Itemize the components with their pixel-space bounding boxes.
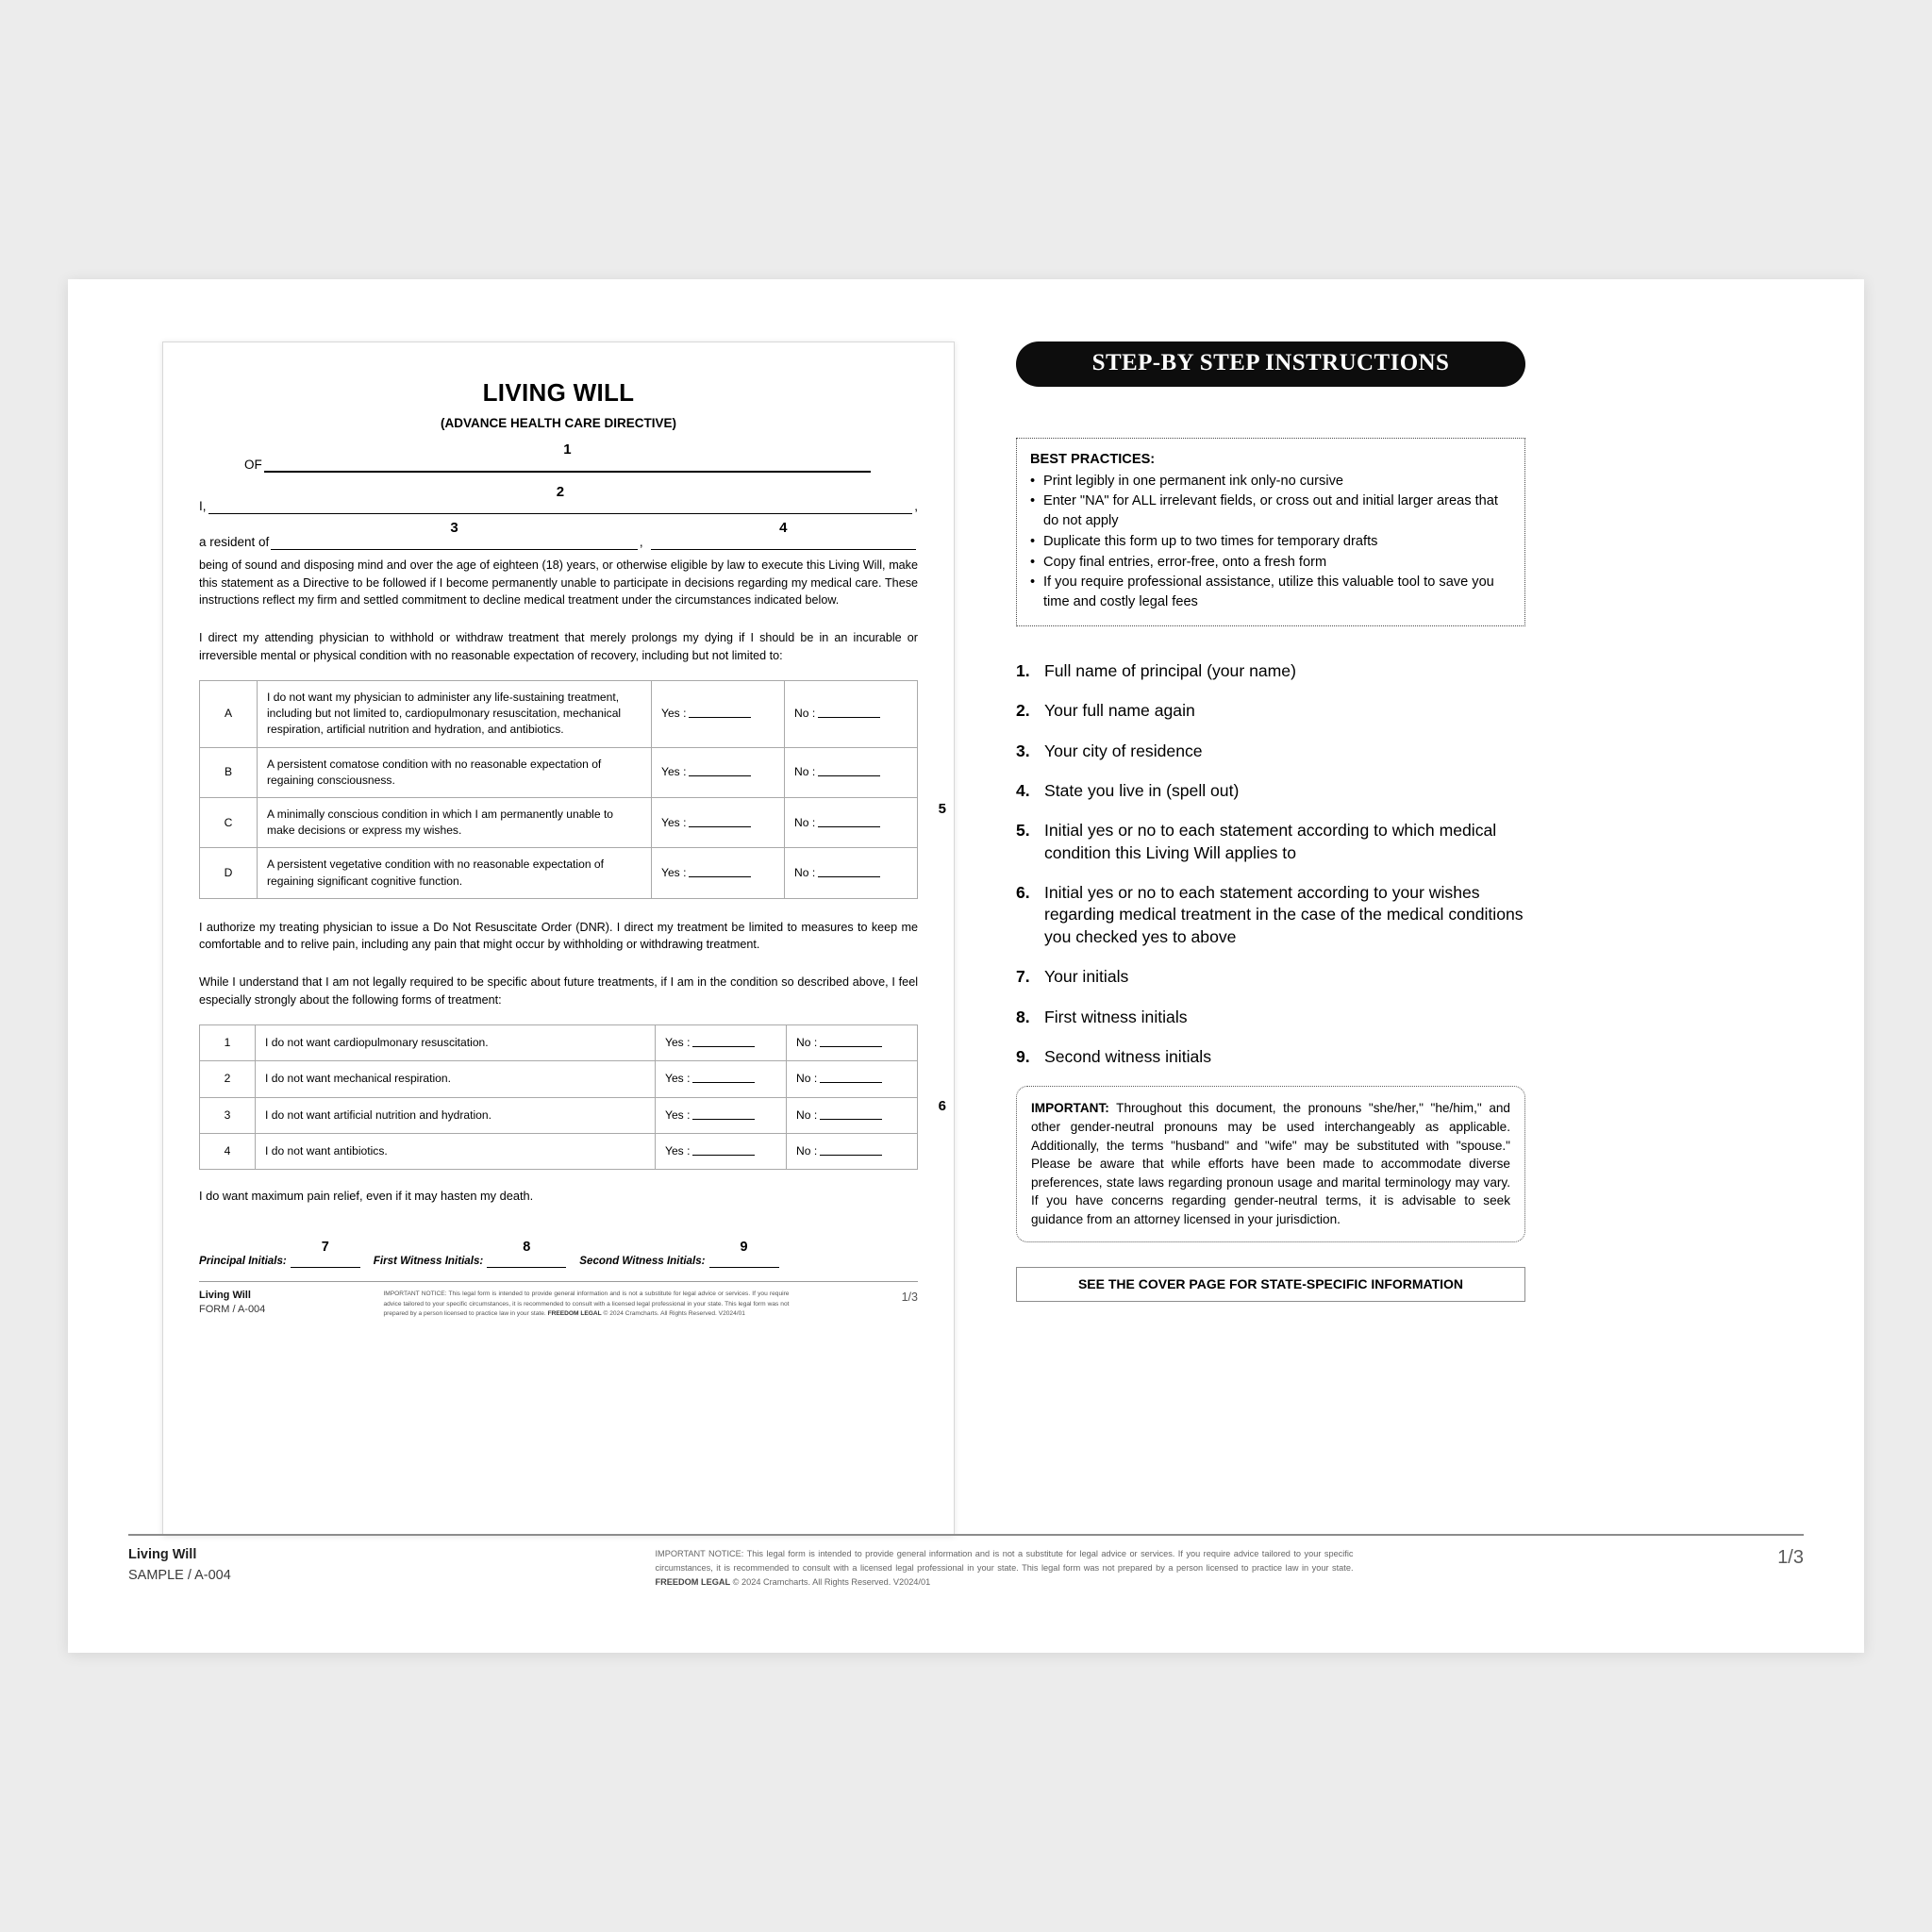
yes-cell[interactable] — [656, 1025, 787, 1061]
no-blank[interactable] — [820, 1036, 882, 1047]
cover-page-note: SEE THE COVER PAGE FOR STATE-SPECIFIC INFORMATION — [1016, 1267, 1525, 1302]
row-key: A — [200, 681, 258, 748]
initials-row — [199, 1240, 918, 1268]
no-cell[interactable] — [787, 1025, 918, 1061]
field-number-3: 3 — [450, 520, 458, 536]
table-row — [200, 1061, 918, 1097]
step-number: 2. — [1016, 701, 1030, 721]
field-number-1: 1 — [563, 441, 572, 458]
yes-cell[interactable] — [652, 848, 785, 898]
paragraph-declaration: being of sound and disposing mind and over the age of eighteen (18) years, or otherwise eligible by law to execute this Living Will, make this statement as a Directive to be followed if I become permanently unable to participate in decisions regarding my medical care. These instructions reflect my firm and settled commitment to decline medical treatment under the circumstances indicated below. — [199, 558, 918, 608]
row-text: I do not want cardiopulmonary resuscitation. — [256, 1025, 656, 1061]
no-blank[interactable] — [820, 1144, 882, 1156]
no-label: No : — [796, 1143, 818, 1158]
principal-initials-field[interactable] — [291, 1240, 360, 1268]
no-blank[interactable] — [818, 765, 880, 776]
step-text: Initial yes or no to each statement according to which medical condition this Living Will applies to — [1044, 821, 1497, 862]
yes-label: Yes : — [665, 1143, 691, 1158]
form-footer-brand: FREEDOM LEGAL — [547, 1310, 602, 1318]
table-row — [200, 1025, 918, 1061]
sheet-footer-name: Living Will — [128, 1547, 197, 1562]
sheet-footer-code: SAMPLE / A-004 — [128, 1567, 231, 1583]
no-blank[interactable] — [818, 866, 880, 877]
row-key: C — [200, 797, 258, 847]
step-number: 8. — [1016, 1007, 1030, 1026]
yes-label: Yes : — [665, 1036, 691, 1050]
list-item: • Print legibly in one permanent ink only-no cursive — [1030, 472, 1511, 491]
field-row-i — [199, 484, 918, 514]
row-text: A persistent vegetative condition with no reasonable expectation of regaining significant cognitive function. — [258, 848, 652, 898]
row-text: I do not want artificial nutrition and hydration. — [256, 1097, 656, 1133]
field-row-resident — [199, 520, 918, 550]
important-label: IMPORTANT: — [1031, 1101, 1109, 1116]
second-witness-initials-label: Second Witness Initials: — [579, 1254, 706, 1267]
no-cell[interactable] — [785, 797, 918, 847]
sheet-footer — [128, 1534, 1804, 1590]
form-title: LIVING WILL — [482, 378, 635, 407]
paragraph-specific-treatments: While I understand that I am not legally required to be specific about future treatments, if I am in the condition so described above, I feel especially strongly about the following forms of treatment: — [199, 974, 918, 1007]
yes-blank[interactable] — [689, 866, 751, 877]
field-number-2: 2 — [556, 484, 565, 500]
step-marker-7: 7 — [321, 1240, 329, 1256]
principal-initials-block — [199, 1240, 360, 1268]
step-marker-9: 9 — [740, 1240, 748, 1256]
step-text: Your city of residence — [1044, 741, 1203, 760]
no-cell[interactable] — [787, 1097, 918, 1133]
form-footer-page-number: 1/3 — [901, 1290, 918, 1304]
list-item — [1016, 1007, 1525, 1028]
principal-initials-label: Principal Initials: — [199, 1254, 287, 1267]
step-text: Second witness initials — [1044, 1047, 1212, 1067]
no-blank[interactable] — [820, 1108, 882, 1120]
row-text: I do not want antibiotics. — [256, 1133, 656, 1169]
list-item: • If you require professional assistance, utilize this valuable tool to save you time and costly legal fees — [1030, 573, 1511, 611]
no-label: No : — [794, 707, 816, 721]
step-number: 5. — [1016, 821, 1030, 841]
no-label: No : — [794, 765, 816, 779]
principal-name-field[interactable] — [264, 441, 871, 473]
list-item — [1016, 820, 1525, 864]
form-subtitle: (ADVANCE HEALTH CARE DIRECTIVE) — [440, 416, 676, 430]
form-footer-code: FORM / A-004 — [199, 1304, 266, 1316]
step-number: 9. — [1016, 1047, 1030, 1067]
instructions-banner: STEP-BY STEP INSTRUCTIONS — [1016, 341, 1525, 387]
list-item — [1016, 882, 1525, 948]
yes-blank[interactable] — [689, 765, 751, 776]
state-field[interactable] — [651, 520, 916, 550]
treatments-table — [199, 1024, 918, 1170]
sheet-footer-notice-part1: IMPORTANT NOTICE: This legal form is intended to provide general information and is not a substitute for legal advice or services. If you require advice tailored to your specific circumstances, it is recommended to consult with a licensed legal professional in your state. This legal form was not prepared by a person licensed to practice law in your state. — [655, 1549, 1354, 1573]
form-footer-notice-part2: © 2024 Cramcharts. All Rights Reserved. V2024/01 — [601, 1310, 745, 1318]
list-item: • Enter "NA" for ALL irrelevant fields, or cross out and initial larger areas that do not apply — [1030, 491, 1511, 530]
row-text: A persistent comatose condition with no reasonable expectation of regaining consciousness. — [258, 747, 652, 797]
table-row — [200, 1133, 918, 1169]
yes-blank[interactable] — [689, 707, 751, 718]
list-item — [1016, 660, 1525, 682]
form-footer-name: Living Will — [199, 1289, 251, 1301]
form-footer-notice — [383, 1290, 789, 1320]
form-footer-notice-part1: IMPORTANT NOTICE: This legal form is intended to provide general information and is not a substitute for legal advice or services. If you require advice tailored to your specific circumstances, it is recommended to consult with a licensed legal professional in your state. This legal form was not prepared by a person licensed to practice law in your state. — [383, 1290, 790, 1318]
resident-label: a resident of — [199, 535, 270, 549]
row-text: I do not want mechanical respiration. — [256, 1061, 656, 1097]
no-cell[interactable] — [787, 1061, 918, 1097]
step-text: Initial yes or no to each statement according to your wishes regarding medical treatment in the case of the medical conditions you checked yes to above — [1044, 883, 1524, 946]
form-footer-identity — [199, 1289, 265, 1318]
no-cell[interactable] — [785, 681, 918, 748]
sheet-footer-identity — [128, 1545, 231, 1587]
first-witness-initials-block — [373, 1240, 567, 1268]
yes-cell[interactable] — [656, 1097, 787, 1133]
list-item — [1016, 1046, 1525, 1068]
list-item: • Copy final entries, error-free, onto a fresh form — [1030, 553, 1511, 573]
important-text: Throughout this document, the pronouns "she/her," "he/him," and other gender-neutral pronouns may be used interchangeably as applicable. Additionally, the terms "husband" and "wife" may be substituted with "spouse." Please be aware that while efforts have been made to accommodate diverse preferences, state laws regarding pronoun usage and marital terminology may vary. If you have concerns regarding gender-neutral terms, it is advisable to seek guidance from an attorney licensed in your jurisdiction. — [1031, 1101, 1510, 1226]
row-key: 4 — [200, 1133, 256, 1169]
no-label: No : — [794, 815, 816, 829]
no-cell[interactable] — [787, 1133, 918, 1169]
yes-label: Yes : — [665, 1072, 691, 1086]
conditions-table — [199, 680, 918, 899]
step-marker-6: 6 — [938, 1098, 946, 1115]
yes-cell[interactable] — [656, 1133, 787, 1169]
paragraph-directive: I direct my attending physician to withhold or withdraw treatment that merely prolongs my dying if I should be in an incurable or irreversible mental or physical condition with no reasonable expectation of recovery, including but not limited to: — [199, 630, 918, 662]
step-number: 3. — [1016, 741, 1030, 760]
comma-after-name: , — [914, 499, 918, 513]
step-list — [1016, 660, 1525, 1069]
row-text: A minimally conscious condition in which I am permanently unable to make decisions or express my wishes. — [258, 797, 652, 847]
table-row — [200, 797, 918, 847]
field-row-of — [199, 441, 918, 473]
best-practices-list — [1030, 472, 1511, 612]
step-text: Your full name again — [1044, 701, 1195, 721]
yes-cell[interactable] — [652, 747, 785, 797]
paragraph-pain-relief: I do want maximum pain relief, even if it may hasten my death. — [199, 1188, 534, 1203]
form-inner-footer — [199, 1281, 918, 1320]
second-witness-initials-block — [579, 1240, 778, 1268]
table-row — [200, 848, 918, 898]
yes-cell[interactable] — [652, 681, 785, 748]
yes-blank[interactable] — [692, 1072, 755, 1083]
yes-label: Yes : — [661, 707, 687, 721]
field-number-4: 4 — [779, 520, 788, 536]
living-will-form-card — [162, 341, 955, 1536]
row-key: B — [200, 747, 258, 797]
first-witness-initials-field[interactable] — [487, 1240, 566, 1268]
sheet-footer-brand: FREEDOM LEGAL — [655, 1576, 731, 1587]
important-notice-box — [1016, 1086, 1525, 1242]
row-key: 3 — [200, 1097, 256, 1133]
i-label: I, — [199, 499, 207, 513]
table-row — [200, 747, 918, 797]
instructions-panel — [1016, 341, 1525, 1302]
sheet-footer-notice — [656, 1547, 1354, 1590]
yes-cell[interactable] — [656, 1061, 787, 1097]
paragraph-dnr: I authorize my treating physician to issue a Do Not Resuscitate Order (DNR). I direct my treatment be limited to measures to keep me comfortable and to relive pain, including any pain that might occur by withholding or withdrawing treatment. — [199, 920, 918, 952]
list-item: • Duplicate this form up to two times for temporary drafts — [1030, 532, 1511, 552]
yes-blank[interactable] — [692, 1144, 755, 1156]
no-blank[interactable] — [820, 1072, 882, 1083]
step-marker-5: 5 — [938, 801, 946, 818]
city-field[interactable] — [271, 520, 638, 550]
step-number: 1. — [1016, 660, 1030, 680]
second-witness-initials-field[interactable] — [709, 1240, 779, 1268]
conditions-table-wrap — [199, 680, 946, 899]
best-practices-title: BEST PRACTICES: — [1030, 452, 1156, 467]
document-sheet — [68, 279, 1864, 1653]
sheet-footer-notice-part2: © 2024 Cramcharts. All Rights Reserved. V2024/01 — [730, 1576, 931, 1587]
row-text: I do not want my physician to administer any life-sustaining treatment, including but not limited to, cardiopulmonary resuscitation, mechanical respiration, artificial nutrition and hydration, and antibiotics. — [258, 681, 652, 748]
no-blank[interactable] — [818, 707, 880, 718]
of-label: OF — [244, 458, 262, 472]
step-text: First witness initials — [1044, 1007, 1188, 1026]
yes-blank[interactable] — [692, 1108, 755, 1120]
step-number: 7. — [1016, 967, 1030, 987]
list-item — [1016, 700, 1525, 722]
step-number: 6. — [1016, 883, 1030, 903]
yes-label: Yes : — [665, 1108, 691, 1122]
comma-after-city: , — [639, 535, 643, 549]
table-row — [200, 681, 918, 748]
yes-label: Yes : — [661, 815, 687, 829]
no-label: No : — [796, 1036, 818, 1050]
row-key: D — [200, 848, 258, 898]
yes-label: Yes : — [661, 765, 687, 779]
table-row — [200, 1097, 918, 1133]
yes-blank[interactable] — [689, 816, 751, 827]
sheet-footer-page-number: 1/3 — [1777, 1547, 1804, 1568]
principal-name-again-field[interactable] — [208, 484, 913, 514]
row-key: 1 — [200, 1025, 256, 1061]
step-text: Full name of principal (your name) — [1044, 660, 1296, 680]
step-marker-8: 8 — [523, 1240, 531, 1256]
step-text: State you live in (spell out) — [1044, 780, 1240, 800]
treatments-table-wrap — [199, 1024, 946, 1170]
no-label: No : — [794, 865, 816, 879]
step-text: Your initials — [1044, 967, 1129, 987]
best-practices-box — [1016, 438, 1525, 626]
yes-blank[interactable] — [692, 1036, 755, 1047]
step-number: 4. — [1016, 780, 1030, 800]
list-item — [1016, 966, 1525, 988]
no-cell[interactable] — [785, 848, 918, 898]
no-cell[interactable] — [785, 747, 918, 797]
list-item — [1016, 780, 1525, 802]
no-label: No : — [796, 1108, 818, 1122]
row-key: 2 — [200, 1061, 256, 1097]
list-item — [1016, 741, 1525, 762]
yes-cell[interactable] — [652, 797, 785, 847]
no-label: No : — [796, 1072, 818, 1086]
yes-label: Yes : — [661, 865, 687, 879]
no-blank[interactable] — [818, 816, 880, 827]
first-witness-initials-label: First Witness Initials: — [373, 1254, 484, 1267]
